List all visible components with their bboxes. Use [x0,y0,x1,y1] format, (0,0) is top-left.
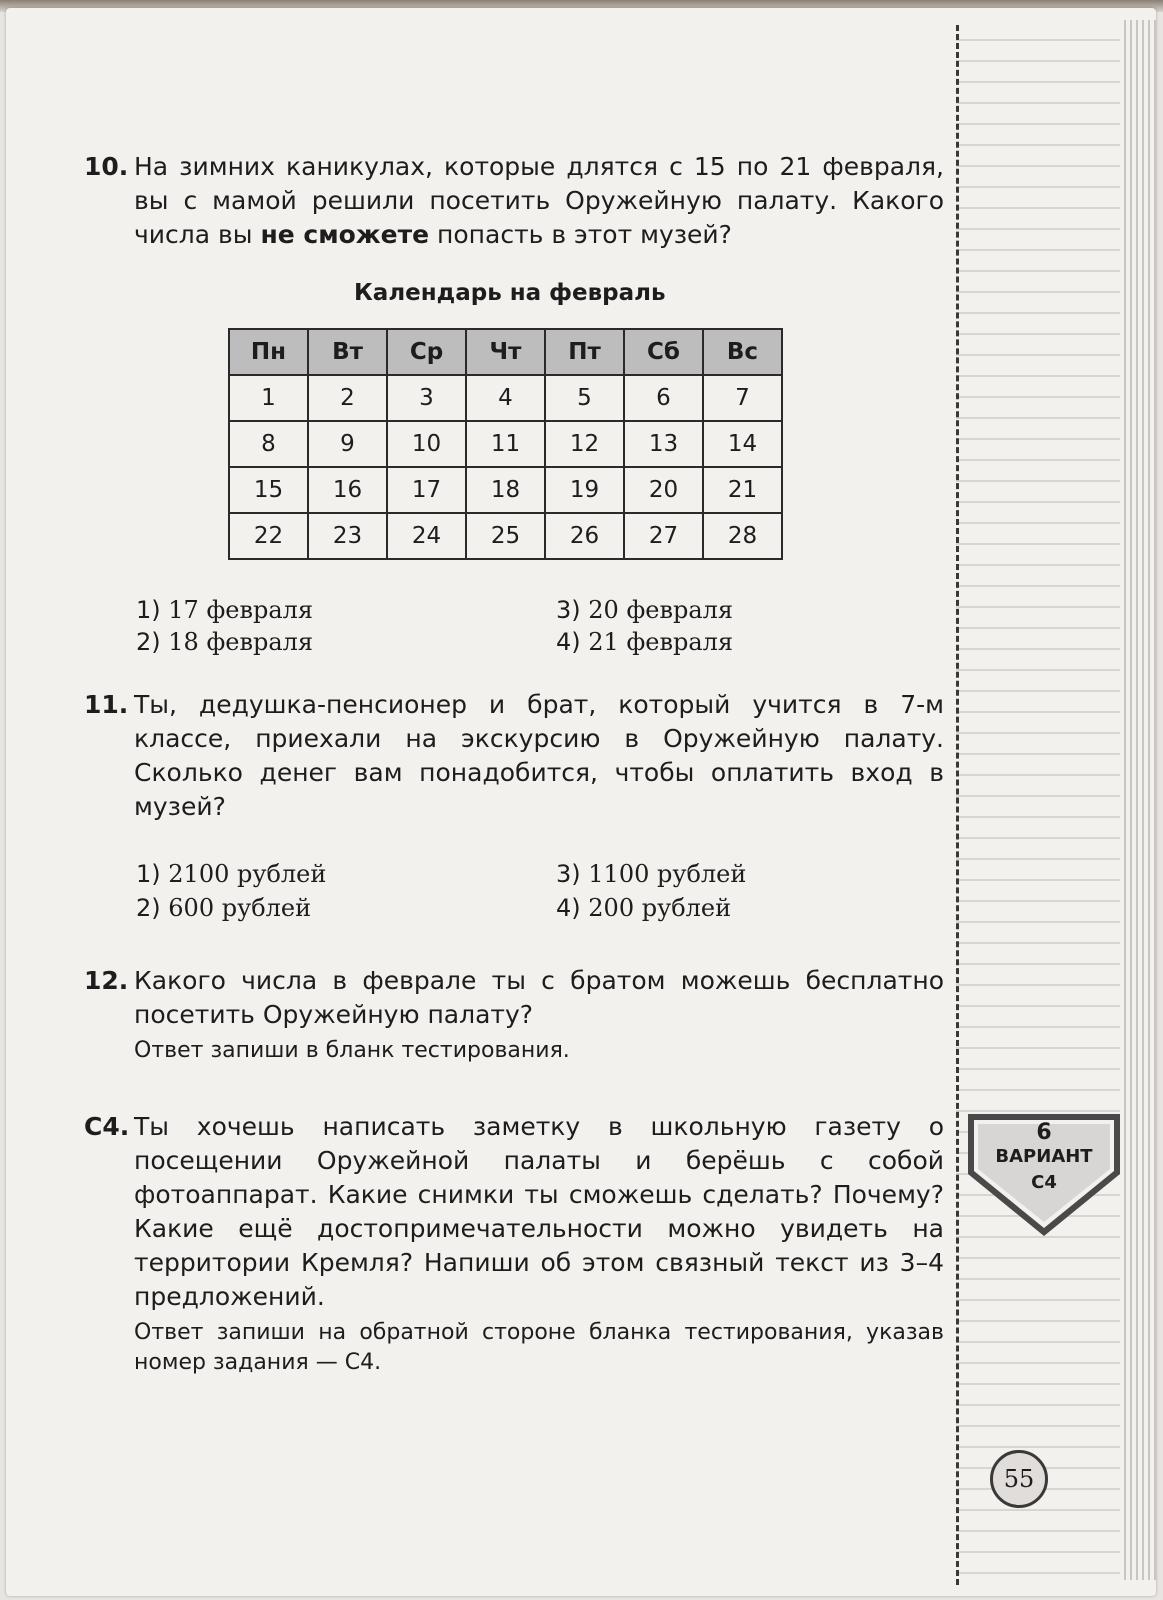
calendar-day: 22 [229,513,308,559]
answer-option[interactable]: 1) 17 февраля [136,596,314,624]
calendar-day: 23 [308,513,387,559]
calendar-day: 27 [624,513,703,559]
calendar-day: 12 [545,421,624,467]
task-12 [84,964,944,1066]
weekday: Ср [387,329,466,375]
february-calendar [228,328,783,560]
calendar-week [229,375,782,421]
task-question: Ты, дедушка-пенсионер и брат, который учится в 7-м классе, приехали на экскурсию в Оружейную палату. Сколько денег вам понадобится, чтобы оплатить вход в музей? [134,690,944,821]
calendar-day: 17 [387,467,466,513]
weekday: Пт [545,329,624,375]
calendar-day: 24 [387,513,466,559]
task-question: Какого числа в феврале ты с братом можешь бесплатно посетить Оружейную палату? [134,966,944,1029]
answer-option[interactable]: 2) 600 рублей [136,894,312,922]
calendar-day: 19 [545,467,624,513]
calendar-day: 9 [308,421,387,467]
calendar-day: 20 [624,467,703,513]
weekday: Сб [624,329,703,375]
calendar-day: 16 [308,467,387,513]
answer-option[interactable]: 4) 21 февраля [556,628,734,656]
calendar-day: 28 [703,513,782,559]
answer-option[interactable]: 3) 20 февраля [556,596,734,624]
calendar-day: 11 [466,421,545,467]
calendar-day: 6 [624,375,703,421]
cut-line [956,25,959,1585]
calendar-day: 2 [308,375,387,421]
calendar-day: 25 [466,513,545,559]
calendar-header-row [229,329,782,375]
task-number: 10. [84,152,129,181]
weekday: Вт [308,329,387,375]
answer-option[interactable]: 1) 2100 рублей [136,860,327,888]
task-11 [84,688,944,824]
task-number: С4. [84,1112,130,1141]
variant-code: С4 [1031,1172,1057,1193]
calendar-day: 15 [229,467,308,513]
calendar-day: 21 [703,467,782,513]
weekday: Вс [703,329,782,375]
calendar-title: Календарь на февраль [354,280,666,306]
calendar-week [229,421,782,467]
task-note: Ответ запиши на обратной стороне бланка тестирования, указав номер задания — С4. [134,1320,944,1375]
calendar-day: 13 [624,421,703,467]
calendar-day: 14 [703,421,782,467]
variant-number: 6 [1036,1120,1052,1145]
calendar-day: 7 [703,375,782,421]
calendar-day: 3 [387,375,466,421]
page-number: 55 [990,1450,1048,1508]
calendar-day: 8 [229,421,308,467]
calendar-day: 10 [387,421,466,467]
calendar-week [229,467,782,513]
weekday: Пн [229,329,308,375]
weekday: Чт [466,329,545,375]
task-note: Ответ запиши в бланк тестирования. [134,1038,570,1063]
task-number: 11. [84,690,129,719]
task-question: На зимних каникулах, которые длятся с 15 по 21 февраля, вы с мамой решили посетить Оружейную палату. Какого числа вы не сможете попасть в этот музей? [134,152,944,249]
calendar-day: 1 [229,375,308,421]
calendar-day: 4 [466,375,545,421]
calendar-day: 26 [545,513,624,559]
answer-option[interactable]: 3) 1100 рублей [556,860,747,888]
task-question: Ты хочешь написать заметку в школьную газету о посещении Оружейной палаты и берёшь с собой фотоаппарат. Какие снимки ты сможешь сделать? Почему? Какие ещё достопримечательности можно увидеть на территории Кремля? Напиши об этом связный текст из 3–4 предложений. [134,1112,944,1311]
calendar-week [229,513,782,559]
page-edges [1120,20,1156,1580]
answer-option[interactable]: 2) 18 февраля [136,628,314,656]
answer-option[interactable]: 4) 200 рублей [556,894,732,922]
task-number: 12. [84,966,129,995]
variant-label: ВАРИАНТ [995,1146,1093,1167]
task-c4 [84,1110,944,1378]
task-10 [84,150,944,252]
calendar-day: 5 [545,375,624,421]
calendar-day: 18 [466,467,545,513]
